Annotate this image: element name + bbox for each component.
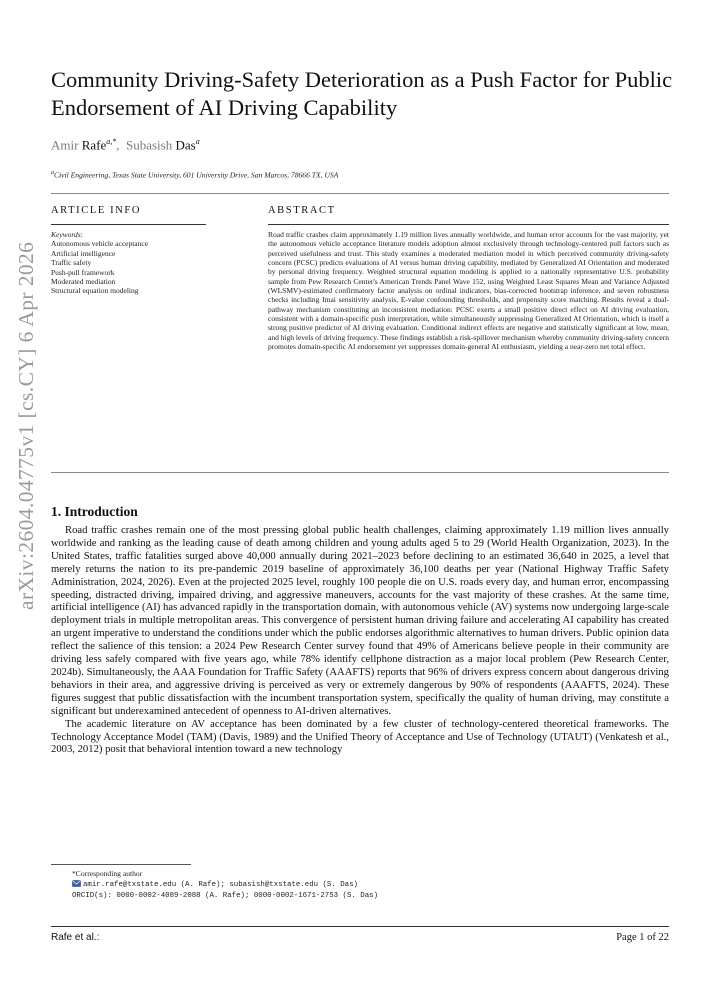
affiliation-mark: a bbox=[51, 170, 54, 176]
abstract-divider bbox=[51, 472, 669, 473]
author-first-name: Subasish bbox=[126, 137, 173, 153]
footer-divider bbox=[51, 926, 669, 927]
keyword-item: Artificial intelligence bbox=[51, 248, 116, 258]
abstract-text: Road traffic crashes claim approximately 1.19 million lives annually worldwide, and human error accounts for the vast majority, yet the autonomous vehicle acceptance literature models adoption almost exclusively through technology-centered pull factors such as perceived usefulness and trust. This study examines a moderated mediation model in which perceived community driving-safety concern (PCSC) predicts evaluations of AI versus human driving capability, mediated by Generalized AI Orientation and moderated by personal driving frequency. Weighted structural equation modeling is applied to a nationally representative U.S. probability sample from Pew Research Center's American Trends Panel Wave 152, using Weighted Least Squares Mean and Variance Adjusted (WLSMV)-estimated confirmatory factor analysis on ordinal indicators, bias-corrected bootstrap inference, and seven robustness checks including Imai sensitivity analysis, E-value confounding thresholds, and propensity score matching. Results reveal a dual-pathway mechanism constituting an inconsistent mediation: PCSC exerts a small positive direct effect on AI driving evaluation, consistent with a domain-specific push interpretation, while simultaneously suppressing Generalized AI Orientation, which is itself a strong positive predictor of AI driving evaluation. Conditional indirect effects are negative and statistically significant at low, mean, and high levels of driving frequency. These findings establish a risk-spillover mechanism whereby community driving-safety concern promotes domain-specific AI endorsement yet suppresses domain-general AI enthusiasm, yielding a near-zero net total effect. bbox=[268, 230, 669, 352]
author-list: Amir Rafe$^{a,*}$, Subasish Das$^a$ bbox=[51, 137, 200, 153]
abstract-heading: ABSTRACT bbox=[268, 205, 336, 216]
author-first-name: Amir bbox=[51, 137, 79, 153]
author-affiliation-mark: a bbox=[195, 137, 200, 146]
body-paragraph: The academic literature on AV acceptance has been dominated by a few cluster of technology-centered theoretical frameworks. The Technology Acceptance Model (TAM) (Davis, 1989) and the Unified Theory of Acceptance and Use of Technology (UTAUT) (Venkatesh et al., 2003, 2012) posit that behavioral intention toward a new technology bbox=[51, 718, 669, 756]
keywords-label: Keywords bbox=[51, 230, 81, 239]
keywords-block: Keywords: Autonomous vehicle acceptance Artificial intelligence Traffic safety Push-pull framework Moderated mediation Structural equation modeling bbox=[51, 230, 211, 296]
author-affiliation-mark: a,* bbox=[106, 137, 117, 146]
footnote-rule bbox=[51, 864, 191, 865]
author-last-name: Das bbox=[175, 137, 196, 153]
keyword-item: Structural equation modeling bbox=[51, 286, 139, 296]
keyword-item: Moderated mediation bbox=[51, 277, 116, 287]
footnotes bbox=[72, 869, 632, 901]
header-divider bbox=[51, 193, 669, 194]
keyword-item: Push-pull framework bbox=[51, 267, 115, 277]
page-number: Page 1 of 22 bbox=[616, 932, 669, 943]
body-paragraph: Road traffic crashes remain one of the most pressing global public health challenges, claiming approximately 1.19 million lives annually worldwide and ranking as the leading cause of death among children and young adults aged 5 to 29 (World Health Organization, 2023). In the United States, traffic fatalities surged above 40,000 annually during 2021–2023 before declining to an estimated 36,640 in 2025, a level that merely returns the nation to its pre-pandemic 2019 baseline of approximately 36,100 deaths per year (National Highway Traffic Safety Administration, 2024, 2026). Even at the projected 2025 level, roughly 100 people die on U.S. roads every day, and human error, encompassing speeding, distracted driving, impaired driving, and aggressive maneuvers, accounts for the vast majority of these crashes. At the same time, artificial intelligence (AI) has advanced rapidly in the transportation domain, with autonomous vehicle (AV) systems now undergoing large-scale deployment trials in multiple metropolitan areas. This convergence of persistent human driving failure and accelerating AI capability has created an urgent imperative to understand the conditions under which the public endorses algorithmic alternatives to human drivers. Public opinion data reflect the salience of this tension: a 2024 Pew Research Center survey found that 49% of Americans believe people in their community are driving less safely compared with five years ago, while 78% identify cellphone distraction as a major local problem (Pew Research Center, 2024b). Simultaneously, the AAA Foundation for Traffic Safety (AAAFTS) reports that 96% of drivers express concern about dangerous driving behaviors in their area, and aggressive driving is perceived as very or extremely dangerous by 90% of respondents (AAAFTS, 2024). These figures suggest that public dissatisfaction with the incumbent transportation system, specifically the quality of human driving, may constitute a significant but underexamined antecedent of openness to AI-driven alternatives. bbox=[51, 525, 669, 717]
author-last-name: Rafe bbox=[81, 137, 107, 153]
article-info-underline bbox=[51, 224, 206, 225]
arxiv-identifier-text: arXiv:2604.04775v1 [cs.CY] 6 Apr 2026 bbox=[14, 241, 38, 610]
envelope-icon bbox=[72, 880, 81, 887]
orcid-line: ORCID(s): 0000-0002-4089-2088 (A. Rafe); 0000-0002-1671-2753 (S. Das) bbox=[72, 891, 379, 900]
section-heading-introduction: 1. Introduction bbox=[51, 504, 138, 519]
abstract-underline bbox=[268, 224, 669, 225]
article-info-heading: ARTICLE INFO bbox=[51, 205, 142, 216]
affiliation-text: Civil Engineering, Texas State University, 601 University Drive, San Marcos, 78666 TX, USA bbox=[54, 170, 339, 180]
keyword-item: Autonomous vehicle acceptance bbox=[51, 239, 149, 249]
running-author-footer: Rafe et al.: bbox=[51, 932, 100, 943]
corresponding-author-note: *Corresponding author bbox=[72, 869, 143, 878]
affiliation bbox=[51, 170, 338, 180]
email-line bbox=[72, 879, 632, 890]
introduction-body bbox=[51, 525, 669, 757]
author-emails[interactable]: amir.rafe@txstate.edu (A. Rafe); subasish@txstate.edu (S. Das) bbox=[83, 881, 358, 890]
paper-title: Community Driving-Safety Deterioration as a Push Factor for Public Endorsement of AI Driving Capability bbox=[51, 67, 673, 120]
keyword-item: Traffic safety bbox=[51, 258, 92, 268]
